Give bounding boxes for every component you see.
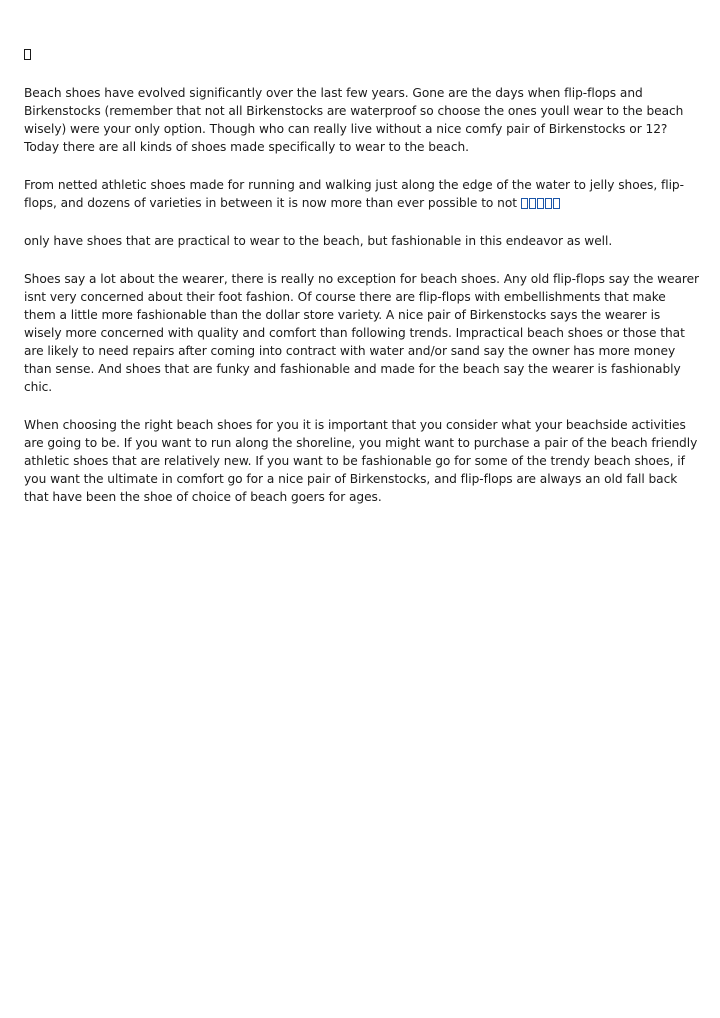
paragraph-varieties-text: From netted athletic shoes made for running and walking just along the edge of the water to jelly shoes, flip-flops, and dozens of varieties in between it is now more than ever possible to not xyxy=(24,178,684,210)
missing-glyph-icon xyxy=(553,198,560,209)
paragraph-wearer: Shoes say a lot about the wearer, there is really no exception for beach shoes. Any old flip-flops say the wearer isnt very concerned about their foot fashion. Of course there are flip-flops with embellishments that make them a little more fashionable than the dollar store variety. A nice pair of Birkenstocks says the wearer is wisely more concerned with quality and comfort than following trends. Impractical beach shoes or those that are likely to need repairs after coming into contract with water and/or sand say the owner has more money than sense. And shoes that are funky and fashionable and made for the beach say the wearer is fashionably chic. xyxy=(24,272,699,394)
missing-glyph-icon xyxy=(521,198,528,209)
paragraph-choosing: When choosing the right beach shoes for you it is important that you consider what your beachside activities are going to be. If you want to run along the shoreline, you might want to purchase a pair of the beach friendly athletic shoes that are relatively new. If you want to be fashionable go for some of the trendy beach shoes, if you want the ultimate in comfort go for a nice pair of Birkenstocks, and flip-flops are always an old fall back that have been the shoe of choice of beach goers for ages. xyxy=(24,418,698,504)
inline-link[interactable] xyxy=(521,196,561,210)
paragraph-practical: only have shoes that are practical to wear to the beach, but fashionable in this endeavor as well. xyxy=(24,234,613,248)
missing-glyph-icon xyxy=(529,198,536,209)
paragraph-varieties xyxy=(24,176,700,212)
missing-glyph-icon xyxy=(24,49,31,60)
paragraph-intro: Beach shoes have evolved significantly over the last few years. Gone are the days when flip-flops and Birkenstocks (remember that not all Birkenstocks are waterproof so choose the ones youll wear to the beach wisely) were your only option. Though who can really live without a nice comfy pair of Birkenstocks or 12? Today there are all kinds of shoes made specifically to wear to the beach. xyxy=(24,86,684,154)
document-page xyxy=(24,44,700,526)
missing-glyph-icon xyxy=(545,198,552,209)
header-glyph xyxy=(24,44,700,64)
missing-glyph-icon xyxy=(537,198,544,209)
